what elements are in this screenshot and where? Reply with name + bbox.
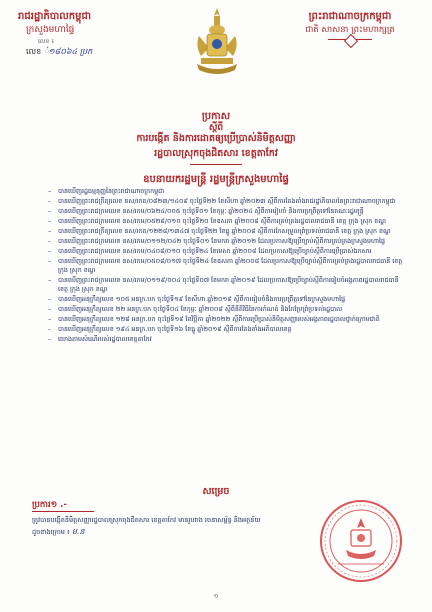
royal-emblem-icon [191, 6, 243, 78]
article-body-line-2-text: ដូចខាងក្រោម ៖ [32, 528, 70, 536]
consideration-item: – បានឃើញអនុក្រឹត្យលេខ ១០៥ អនក្រ.បក ចុះថ្ងៃទី១៩ ខែសីហា ឆ្នាំ២០១៩ ស្តីពីការរៀបចំនិងការប្រព្រឹត្តទៅនៃក្រសួងមហាផ្ទៃ [48, 295, 403, 304]
title-divider [190, 164, 242, 169]
consideration-item: – យោងតាមសំណើរបស់រដ្ឋបាលខេត្តតាកែវ [48, 335, 403, 344]
consideration-item: – បានឃើញព្រះរាជក្រមលេខ នស/រកម/០៦២៤/០០៥ ចុះថ្ងៃទី០១ ខែកុម្ភៈ ឆ្នាំ២០២៤ ស្តីពីការរៀបចំ និងការប្រព្រឹត្តទៅនៃគណៈរដ្ឋមន្ត្រី [48, 207, 403, 216]
article-body-line-2 [32, 526, 367, 538]
national-motto: ជាតិ សាសនា ព្រះមហាក្សត្រ [305, 25, 395, 35]
government-name: រាជរដ្ឋាភិបាលកម្ពុជា [18, 11, 91, 22]
consideration-item: – បានឃើញព្រះរាជក្រឹត្យលេខ នស/រកត/១២២៨/១៣៤៧ ចុះថ្ងៃទី២២ ខែធ្នូ ឆ្នាំ២០០៨ ស្តីពីការកែសម្រួលព្រំប្រទល់រាជធានី ខេត្ត ក្រុង ស្រុក ខណ្ឌ [48, 227, 403, 236]
article-body-line-1: ត្រូវបានបង្កើតនិមិត្តសញ្ញារដ្ឋបាលស្រុកចុងជិតសារ ខេត្តតាកែវ មានរូបរាង រចនាសម្ព័ន្ធ និងអត្ថន័យ [32, 516, 261, 524]
article-body [32, 515, 367, 538]
issuer-header [18, 10, 168, 58]
article-label: ប្រការ១ .- [32, 500, 67, 510]
consideration-item: – បានឃើញរដ្ឋធម្មនុញ្ញនៃព្រះរាជាណាចក្រកម្ពុជា [48, 187, 403, 196]
consideration-item: – បានឃើញព្រះរាជក្រមលេខ នស/រកម/០១១៩/០០៤ ចុះថ្ងៃទី០៧ ខែមករា ឆ្នាំ២០១៩ ដែលប្រកាសឱ្យប្រើច្បាប់ស្តីពីការរៀបចំអង្គភាពរដ្ឋបាលរាជធានី ខេត្ត ក្រុង ស្រុក ខណ្ឌ [48, 276, 403, 294]
consideration-item: – បានឃើញព្រះរាជក្រមលេខ នស/រកម/០៥០៨/០១៧ ចុះថ្ងៃទី២៤ ខែឧសភា ឆ្នាំ២០០៨ ដែលប្រកាសឱ្យប្រើច្បាប់ស្តីពីការគ្រប់គ្រងរដ្ឋបាលរាជធានី ខេត្ត ក្រុង ស្រុក ខណ្ឌ [48, 257, 403, 275]
consideration-item: – បានឃើញព្រះរាជក្រមលេខ នស/រកម/០១១២/០៤២ ចុះថ្ងៃទី០១ ខែមករា ឆ្នាំ២០១២ ដែលប្រកាសឱ្យប្រើច្បាប់ស្តីពីការគ្រប់គ្រងក្រសួងមហាផ្ទៃ [48, 237, 403, 246]
considerations-list [48, 187, 403, 345]
consideration-item: – បានឃើញអនុក្រឹត្យលេខ ១២៨ អនក្រ.បក ចុះថ្ងៃទី១៩ ខែវិច្ឆិកា ឆ្នាំ២០២២ ស្តីពីការប្រើប្រាស់និមិត្តសញ្ញារបស់អង្គភាពរដ្ឋបាលថ្នាក់ក្រោមជាតិ [48, 315, 403, 324]
page-number: ១ [213, 593, 219, 600]
document-number [26, 46, 168, 58]
consideration-item: – បានឃើញព្រះរាជក្រឹត្យលេខ នស/រកត/០៨២៣/១៤០៩ ចុះថ្ងៃទី២២ ខែសីហា ឆ្នាំ២០២៣ ស្តីពីការតែងតាំងរាជរដ្ឋាភិបាលនៃព្រះរាជាណាចក្រកម្ពុជា [48, 197, 403, 206]
document-number-label: លេខ [26, 47, 42, 56]
about-label: ស្ដីពី [208, 123, 224, 133]
document-type: ប្រកាស [201, 111, 231, 122]
issuer-title: ឧបនាយករដ្ឋមន្ត្រី រដ្ឋមន្ត្រីក្រសួងមហាផ្ទៃ [143, 174, 289, 185]
consideration-item: – បានឃើញអនុក្រឹត្យលេខ ១៩៤ អនក្រ.បក ចុះថ្ងៃទី១៦ ខែធ្នូ ឆ្នាំ២០១៩ ស្តីពីការតែងតាំងអភិបាលខេត្ត [48, 325, 403, 334]
consideration-item: – បានឃើញអនុក្រឹត្យលេខ ២២ អនក្រ.បក ចុះថ្ងៃទី០៤ ខែកុម្ភៈ ឆ្នាំ២០០៨ ស្តីពីនីតិវិធីនៃការកំណត់ និងកែប្រែព្រំប្រទល់រដ្ឋបាល [48, 305, 403, 314]
consideration-item: – បានឃើញព្រះរាជក្រមលេខ នស/រកម/០៥២៨/០១០ ចុះថ្ងៃទី២០ ខែឧសភា ឆ្នាំ២០០៨ ស្តីពីការគ្រប់គ្រងរដ្ឋបាលរាជធានី ខេត្ត ក្រុង ស្រុក ខណ្ឌ [48, 217, 403, 226]
kingdom-header [275, 10, 425, 46]
official-seal-icon [318, 498, 404, 584]
header-small-text: លេខ ៖ [38, 38, 54, 45]
document-number-value: ៎១៨០៦៤ ប្រក [43, 47, 93, 56]
kingdom-name: ព្រះរាជាណាចក្រកម្ពុជា [308, 11, 392, 22]
article-underline [32, 511, 94, 512]
initials-signature: ម.ន [71, 527, 85, 536]
ministry-name: ក្រសួងមហាផ្ទៃ [26, 25, 75, 35]
header-ornament [328, 39, 372, 46]
consideration-item: – បានឃើញព្រះរាជក្រមលេខ នស/រកម/០៤០៨/០១០ ចុះថ្ងៃទី២៤ ខែមេសា ឆ្នាំ២០០៨ ដែលប្រកាសឱ្យប្រើច្បាប់ស្តីពីការប្រើប្រាស់ឯកសារ [48, 247, 403, 256]
subject-line-2: រដ្ឋបាលស្រុកចុងជិតសារ ខេត្តតាកែវ [154, 148, 278, 159]
decision-heading: សម្រេច [202, 486, 230, 497]
subject-line-1: ការបង្កើត និងការដោតឲ្យប្រើប្រាស់និមិត្តសញ្ញា [136, 133, 296, 144]
